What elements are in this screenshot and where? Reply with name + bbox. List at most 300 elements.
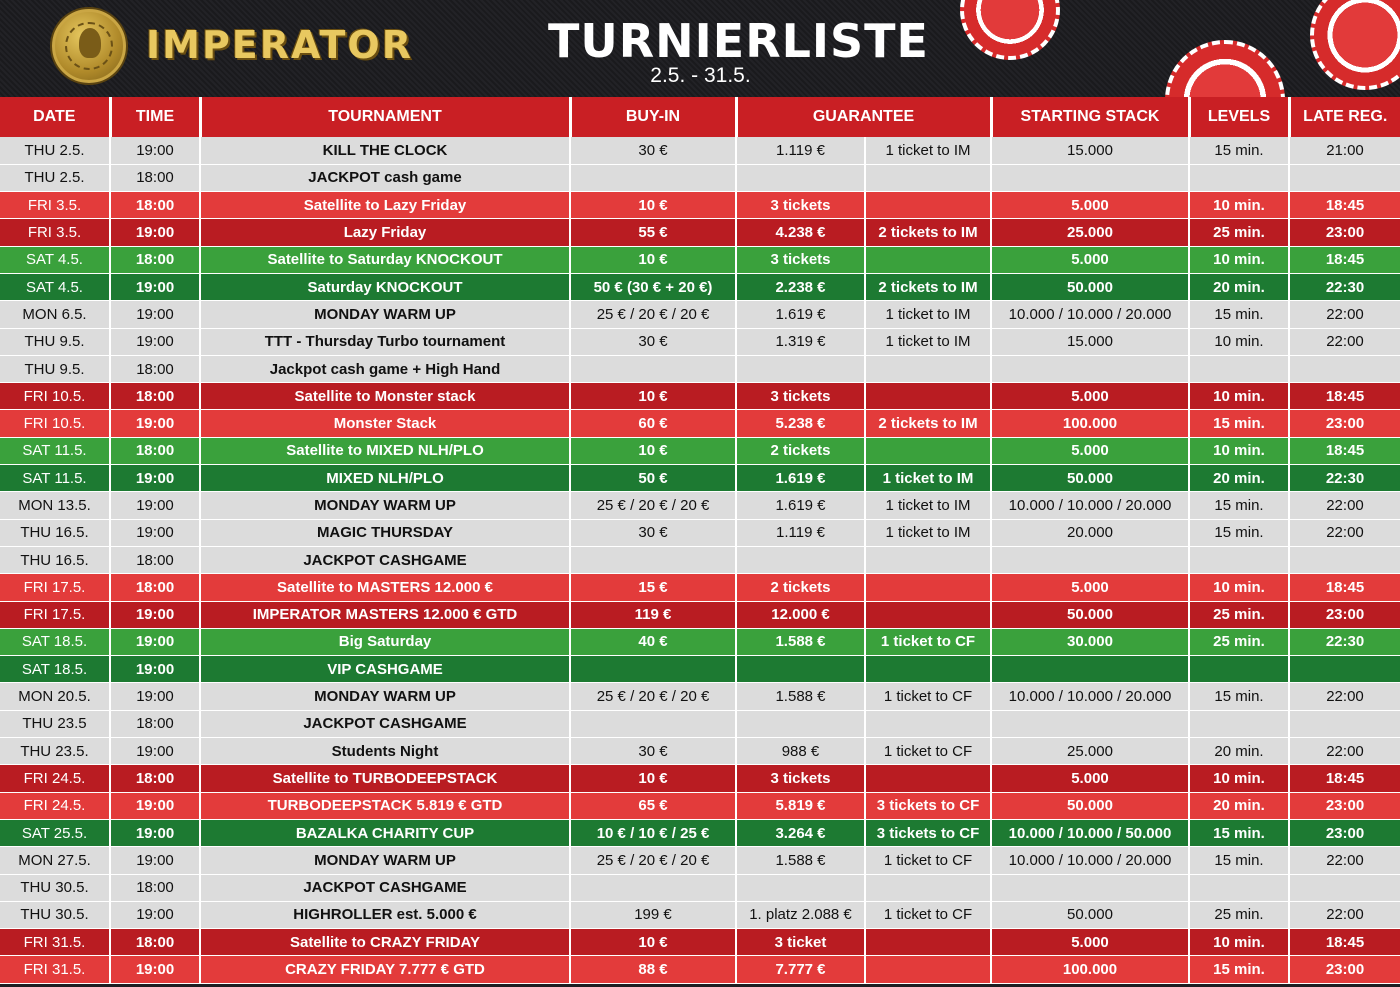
table-cell-time: 19:00: [110, 847, 200, 874]
table-cell-ticket-prize: 3 tickets to CF: [865, 792, 991, 819]
table-cell-buyin: 25 € / 20 € / 20 €: [570, 301, 736, 328]
table-cell-starting-stack: 50.000: [991, 465, 1189, 492]
table-row: [0, 219, 1400, 246]
table-cell-guarantee: [736, 874, 865, 901]
table-cell-guarantee: 1.119 €: [736, 519, 865, 546]
column-header-date: DATE: [0, 97, 110, 137]
table-cell-tournament: JACKPOT CASHGAME: [200, 710, 570, 737]
table-cell-time: 19:00: [110, 410, 200, 437]
table-cell-guarantee: 4.238 €: [736, 219, 865, 246]
table-row: [0, 328, 1400, 355]
table-cell-levels: 25 min.: [1189, 628, 1289, 655]
table-cell-buyin: 88 €: [570, 956, 736, 983]
table-cell-guarantee: 3 tickets: [736, 246, 865, 273]
table-row: [0, 273, 1400, 300]
table-cell-tournament: Lazy Friday: [200, 219, 570, 246]
table-cell-levels: 10 min.: [1189, 383, 1289, 410]
table-cell-date: FRI 3.5.: [0, 192, 110, 219]
table-row: [0, 656, 1400, 683]
table-cell-ticket-prize: 1 ticket to CF: [865, 683, 991, 710]
table-cell-guarantee: 5.819 €: [736, 792, 865, 819]
table-cell-buyin: 30 €: [570, 137, 736, 164]
table-cell-date: SAT 25.5.: [0, 819, 110, 846]
table-cell-tournament: VIP CASHGAME: [200, 656, 570, 683]
imperator-coin-logo: [52, 9, 126, 83]
table-cell-levels: [1189, 710, 1289, 737]
table-cell-ticket-prize: 2 tickets to IM: [865, 273, 991, 300]
table-cell-buyin: 40 €: [570, 628, 736, 655]
table-cell-ticket-prize: [865, 956, 991, 983]
table-cell-starting-stack: 20.000: [991, 519, 1189, 546]
table-cell-starting-stack: 100.000: [991, 956, 1189, 983]
table-row: [0, 137, 1400, 164]
table-cell-starting-stack: 10.000 / 10.000 / 20.000: [991, 847, 1189, 874]
table-cell-tournament: MONDAY WARM UP: [200, 301, 570, 328]
table-cell-date: SAT 4.5.: [0, 273, 110, 300]
table-cell-starting-stack: 10.000 / 10.000 / 20.000: [991, 492, 1189, 519]
table-cell-tournament: HIGHROLLER est. 5.000 €: [200, 901, 570, 928]
table-cell-guarantee: [736, 355, 865, 382]
table-cell-time: 18:00: [110, 383, 200, 410]
table-cell-buyin: 65 €: [570, 792, 736, 819]
table-cell-guarantee: 988 €: [736, 738, 865, 765]
table-cell-late-reg: 23:00: [1289, 956, 1400, 983]
table-cell-starting-stack: 50.000: [991, 901, 1189, 928]
table-cell-date: SAT 18.5.: [0, 656, 110, 683]
table-cell-ticket-prize: [865, 164, 991, 191]
table-cell-date: MON 13.5.: [0, 492, 110, 519]
table-row: [0, 601, 1400, 628]
table-cell-buyin: 199 €: [570, 901, 736, 928]
table-cell-ticket-prize: [865, 656, 991, 683]
table-cell-tournament: MONDAY WARM UP: [200, 683, 570, 710]
table-cell-date: THU 16.5.: [0, 519, 110, 546]
table-cell-ticket-prize: [865, 710, 991, 737]
table-cell-late-reg: 22:30: [1289, 628, 1400, 655]
table-cell-starting-stack: 25.000: [991, 219, 1189, 246]
table-cell-time: 18:00: [110, 929, 200, 956]
table-cell-late-reg: [1289, 355, 1400, 382]
column-header-buyin: BUY-IN: [570, 97, 736, 137]
table-cell-guarantee: 1.588 €: [736, 847, 865, 874]
table-cell-tournament: CRAZY FRIDAY 7.777 € GTD: [200, 956, 570, 983]
table-cell-guarantee: 2 tickets: [736, 437, 865, 464]
table-cell-late-reg: 18:45: [1289, 929, 1400, 956]
table-header-row: [0, 97, 1400, 137]
table-cell-levels: [1189, 874, 1289, 901]
table-cell-late-reg: 23:00: [1289, 410, 1400, 437]
table-cell-tournament: Satellite to Monster stack: [200, 383, 570, 410]
table-cell-late-reg: 22:00: [1289, 492, 1400, 519]
table-cell-date: SAT 4.5.: [0, 246, 110, 273]
table-cell-date: THU 23.5: [0, 710, 110, 737]
table-cell-levels: 15 min.: [1189, 410, 1289, 437]
table-cell-ticket-prize: [865, 874, 991, 901]
table-cell-ticket-prize: 1 ticket to CF: [865, 738, 991, 765]
table-row: [0, 683, 1400, 710]
table-cell-levels: 15 min.: [1189, 492, 1289, 519]
table-cell-tournament: BAZALKA CHARITY CUP: [200, 819, 570, 846]
table-cell-date: THU 2.5.: [0, 164, 110, 191]
table-cell-buyin: 10 €: [570, 246, 736, 273]
table-cell-levels: 15 min.: [1189, 137, 1289, 164]
table-cell-time: 19:00: [110, 792, 200, 819]
table-row: [0, 792, 1400, 819]
poker-chip-icon: [1310, 0, 1400, 90]
table-cell-buyin: [570, 656, 736, 683]
table-row: [0, 355, 1400, 382]
table-cell-ticket-prize: [865, 192, 991, 219]
table-cell-guarantee: 3 tickets: [736, 192, 865, 219]
table-cell-guarantee: 2.238 €: [736, 273, 865, 300]
table-cell-tournament: Satellite to TURBODEEPSTACK: [200, 765, 570, 792]
table-cell-ticket-prize: 1 ticket to IM: [865, 519, 991, 546]
table-cell-starting-stack: 50.000: [991, 601, 1189, 628]
table-cell-starting-stack: [991, 546, 1189, 573]
table-cell-tournament: Satellite to MIXED NLH/PLO: [200, 437, 570, 464]
table-cell-time: 18:00: [110, 192, 200, 219]
table-cell-date: FRI 3.5.: [0, 219, 110, 246]
column-header-starting-stack: STARTING STACK: [991, 97, 1189, 137]
tournament-table: [0, 97, 1400, 984]
table-cell-levels: 15 min.: [1189, 847, 1289, 874]
column-header-levels: LEVELS: [1189, 97, 1289, 137]
table-cell-guarantee: 1.588 €: [736, 683, 865, 710]
table-cell-ticket-prize: 1 ticket to IM: [865, 301, 991, 328]
table-cell-tournament: Big Saturday: [200, 628, 570, 655]
table-cell-guarantee: 3.264 €: [736, 819, 865, 846]
table-cell-starting-stack: [991, 710, 1189, 737]
column-header-late-reg: LATE REG.: [1289, 97, 1400, 137]
table-cell-starting-stack: [991, 355, 1189, 382]
table-cell-late-reg: 22:00: [1289, 738, 1400, 765]
table-cell-levels: 20 min.: [1189, 738, 1289, 765]
table-cell-levels: 15 min.: [1189, 956, 1289, 983]
table-row: [0, 574, 1400, 601]
table-row: [0, 246, 1400, 273]
table-cell-tournament: Monster Stack: [200, 410, 570, 437]
table-cell-guarantee: 5.238 €: [736, 410, 865, 437]
table-cell-date: THU 30.5.: [0, 874, 110, 901]
table-row: [0, 901, 1400, 928]
table-cell-tournament: MONDAY WARM UP: [200, 492, 570, 519]
table-cell-levels: 25 min.: [1189, 219, 1289, 246]
page-title: TURNIERLISTE: [548, 14, 929, 68]
table-cell-late-reg: 21:00: [1289, 137, 1400, 164]
table-row: [0, 710, 1400, 737]
table-cell-late-reg: [1289, 874, 1400, 901]
table-cell-date: THU 9.5.: [0, 355, 110, 382]
table-cell-starting-stack: 5.000: [991, 192, 1189, 219]
table-row: [0, 765, 1400, 792]
table-cell-levels: 25 min.: [1189, 901, 1289, 928]
table-cell-ticket-prize: 1 ticket to CF: [865, 628, 991, 655]
table-cell-date: THU 16.5.: [0, 546, 110, 573]
table-cell-late-reg: 22:00: [1289, 683, 1400, 710]
table-cell-time: 19:00: [110, 492, 200, 519]
table-row: [0, 164, 1400, 191]
table-cell-ticket-prize: [865, 355, 991, 382]
table-cell-date: THU 2.5.: [0, 137, 110, 164]
table-cell-time: 18:00: [110, 437, 200, 464]
table-cell-time: 19:00: [110, 219, 200, 246]
table-cell-guarantee: 1.119 €: [736, 137, 865, 164]
table-cell-buyin: 50 € (30 € + 20 €): [570, 273, 736, 300]
table-cell-time: 19:00: [110, 819, 200, 846]
table-cell-levels: 15 min.: [1189, 683, 1289, 710]
table-cell-ticket-prize: 3 tickets to CF: [865, 819, 991, 846]
table-cell-guarantee: 2 tickets: [736, 574, 865, 601]
table-cell-starting-stack: [991, 656, 1189, 683]
table-row: [0, 929, 1400, 956]
table-cell-buyin: 55 €: [570, 219, 736, 246]
table-cell-buyin: 10 €: [570, 929, 736, 956]
table-cell-ticket-prize: 1 ticket to IM: [865, 492, 991, 519]
header-banner: [0, 0, 1400, 97]
table-row: [0, 437, 1400, 464]
table-cell-starting-stack: 10.000 / 10.000 / 20.000: [991, 301, 1189, 328]
table-cell-buyin: 25 € / 20 € / 20 €: [570, 492, 736, 519]
column-header-guarantee: GUARANTEE: [736, 97, 991, 137]
table-cell-levels: 10 min.: [1189, 929, 1289, 956]
table-cell-time: 19:00: [110, 465, 200, 492]
table-row: [0, 519, 1400, 546]
table-cell-tournament: MAGIC THURSDAY: [200, 519, 570, 546]
table-cell-guarantee: [736, 656, 865, 683]
table-row: [0, 192, 1400, 219]
table-cell-buyin: 30 €: [570, 519, 736, 546]
table-cell-buyin: 10 €: [570, 192, 736, 219]
table-cell-time: 18:00: [110, 765, 200, 792]
table-cell-time: 19:00: [110, 301, 200, 328]
table-cell-late-reg: 22:00: [1289, 901, 1400, 928]
table-cell-buyin: 10 € / 10 € / 25 €: [570, 819, 736, 846]
table-cell-date: FRI 24.5.: [0, 765, 110, 792]
table-cell-levels: 15 min.: [1189, 301, 1289, 328]
table-cell-starting-stack: 5.000: [991, 574, 1189, 601]
table-cell-time: 18:00: [110, 246, 200, 273]
table-body: [0, 137, 1400, 983]
table-cell-time: 18:00: [110, 574, 200, 601]
table-cell-date: FRI 10.5.: [0, 383, 110, 410]
table-cell-guarantee: 1.319 €: [736, 328, 865, 355]
table-cell-buyin: [570, 164, 736, 191]
table-cell-starting-stack: 5.000: [991, 246, 1189, 273]
table-cell-starting-stack: [991, 874, 1189, 901]
table-cell-ticket-prize: 1 ticket to IM: [865, 137, 991, 164]
table-cell-ticket-prize: 2 tickets to IM: [865, 219, 991, 246]
table-row: [0, 956, 1400, 983]
table-cell-starting-stack: 15.000: [991, 137, 1189, 164]
table-cell-tournament: JACKPOT CASHGAME: [200, 546, 570, 573]
table-cell-date: MON 6.5.: [0, 301, 110, 328]
table-cell-guarantee: 3 ticket: [736, 929, 865, 956]
table-cell-levels: 20 min.: [1189, 465, 1289, 492]
date-range: 2.5. - 31.5.: [650, 64, 751, 87]
table-cell-tournament: Satellite to MASTERS 12.000 €: [200, 574, 570, 601]
table-cell-guarantee: 7.777 €: [736, 956, 865, 983]
table-cell-time: 19:00: [110, 656, 200, 683]
table-cell-levels: 10 min.: [1189, 246, 1289, 273]
poker-chip-icon: [1165, 40, 1285, 97]
table-cell-guarantee: 1.619 €: [736, 301, 865, 328]
table-cell-guarantee: 1.619 €: [736, 465, 865, 492]
table-cell-starting-stack: 5.000: [991, 383, 1189, 410]
table-row: [0, 546, 1400, 573]
table-cell-date: FRI 31.5.: [0, 929, 110, 956]
table-row: [0, 874, 1400, 901]
table-cell-late-reg: 23:00: [1289, 219, 1400, 246]
table-cell-tournament: JACKPOT cash game: [200, 164, 570, 191]
table-row: [0, 819, 1400, 846]
table-cell-time: 19:00: [110, 628, 200, 655]
column-header-tournament: TOURNAMENT: [200, 97, 570, 137]
table-cell-levels: [1189, 355, 1289, 382]
table-cell-buyin: 25 € / 20 € / 20 €: [570, 847, 736, 874]
table-cell-buyin: 25 € / 20 € / 20 €: [570, 683, 736, 710]
table-cell-buyin: 50 €: [570, 465, 736, 492]
table-cell-levels: 10 min.: [1189, 328, 1289, 355]
table-cell-late-reg: 23:00: [1289, 601, 1400, 628]
table-cell-buyin: [570, 710, 736, 737]
table-cell-late-reg: 22:30: [1289, 273, 1400, 300]
table-cell-tournament: JACKPOT CASHGAME: [200, 874, 570, 901]
table-cell-date: SAT 18.5.: [0, 628, 110, 655]
table-cell-time: 19:00: [110, 683, 200, 710]
emperor-head-icon: [79, 28, 101, 58]
brand-name: IMPERATOR: [146, 23, 413, 67]
table-cell-time: 19:00: [110, 601, 200, 628]
table-cell-levels: [1189, 656, 1289, 683]
table-cell-late-reg: 18:45: [1289, 437, 1400, 464]
table-cell-date: MON 20.5.: [0, 683, 110, 710]
table-cell-time: 18:00: [110, 546, 200, 573]
table-cell-buyin: 10 €: [570, 437, 736, 464]
table-cell-tournament: Satellite to Lazy Friday: [200, 192, 570, 219]
table-cell-ticket-prize: [865, 383, 991, 410]
column-header-time: TIME: [110, 97, 200, 137]
table-cell-tournament: TURBODEEPSTACK 5.819 € GTD: [200, 792, 570, 819]
table-cell-late-reg: 18:45: [1289, 574, 1400, 601]
table-cell-buyin: 10 €: [570, 765, 736, 792]
table-cell-levels: 15 min.: [1189, 519, 1289, 546]
poker-chip-icon: [960, 0, 1060, 60]
table-cell-starting-stack: [991, 164, 1189, 191]
table-cell-late-reg: 18:45: [1289, 383, 1400, 410]
table-cell-levels: [1189, 164, 1289, 191]
table-cell-late-reg: 18:45: [1289, 192, 1400, 219]
table-cell-starting-stack: 5.000: [991, 929, 1189, 956]
table-cell-buyin: 119 €: [570, 601, 736, 628]
table-cell-ticket-prize: 1 ticket to CF: [865, 847, 991, 874]
table-cell-time: 19:00: [110, 956, 200, 983]
table-cell-starting-stack: 30.000: [991, 628, 1189, 655]
table-cell-late-reg: 22:00: [1289, 519, 1400, 546]
table-cell-ticket-prize: [865, 246, 991, 273]
table-cell-ticket-prize: 1 ticket to IM: [865, 328, 991, 355]
table-cell-levels: 20 min.: [1189, 792, 1289, 819]
table-cell-time: 19:00: [110, 519, 200, 546]
table-row: [0, 628, 1400, 655]
table-cell-guarantee: 3 tickets: [736, 765, 865, 792]
table-cell-time: 18:00: [110, 874, 200, 901]
table-cell-date: FRI 10.5.: [0, 410, 110, 437]
table-cell-late-reg: 22:30: [1289, 465, 1400, 492]
table-cell-buyin: [570, 874, 736, 901]
table-cell-date: THU 30.5.: [0, 901, 110, 928]
table-cell-time: 19:00: [110, 273, 200, 300]
table-cell-tournament: KILL THE CLOCK: [200, 137, 570, 164]
table-cell-time: 18:00: [110, 164, 200, 191]
table-cell-time: 18:00: [110, 355, 200, 382]
table-cell-time: 19:00: [110, 901, 200, 928]
table-cell-tournament: Jackpot cash game + High Hand: [200, 355, 570, 382]
table-cell-starting-stack: 50.000: [991, 273, 1189, 300]
table-cell-time: 18:00: [110, 710, 200, 737]
table-cell-late-reg: 23:00: [1289, 819, 1400, 846]
table-cell-buyin: 15 €: [570, 574, 736, 601]
table-row: [0, 465, 1400, 492]
table-cell-time: 19:00: [110, 137, 200, 164]
table-cell-buyin: 60 €: [570, 410, 736, 437]
table-cell-tournament: MONDAY WARM UP: [200, 847, 570, 874]
table-cell-starting-stack: 5.000: [991, 437, 1189, 464]
table-cell-levels: 10 min.: [1189, 192, 1289, 219]
table-cell-tournament: TTT - Thursday Turbo tournament: [200, 328, 570, 355]
table-cell-buyin: 30 €: [570, 738, 736, 765]
table-cell-date: FRI 17.5.: [0, 574, 110, 601]
table-cell-ticket-prize: [865, 437, 991, 464]
table-cell-levels: 15 min.: [1189, 819, 1289, 846]
table-row: [0, 301, 1400, 328]
table-cell-guarantee: 1.619 €: [736, 492, 865, 519]
table-cell-levels: 20 min.: [1189, 273, 1289, 300]
table-row: [0, 383, 1400, 410]
table-cell-time: 19:00: [110, 738, 200, 765]
table-cell-starting-stack: 5.000: [991, 765, 1189, 792]
table-row: [0, 410, 1400, 437]
table-cell-date: FRI 31.5.: [0, 956, 110, 983]
table-row: [0, 738, 1400, 765]
table-cell-starting-stack: 15.000: [991, 328, 1189, 355]
table-cell-date: FRI 24.5.: [0, 792, 110, 819]
table-cell-tournament: Saturday KNOCKOUT: [200, 273, 570, 300]
table-cell-buyin: [570, 546, 736, 573]
table-cell-starting-stack: 10.000 / 10.000 / 20.000: [991, 683, 1189, 710]
table-row: [0, 492, 1400, 519]
table-cell-ticket-prize: 1 ticket to IM: [865, 465, 991, 492]
table-cell-guarantee: 3 tickets: [736, 383, 865, 410]
table-cell-levels: 10 min.: [1189, 765, 1289, 792]
table-cell-date: SAT 11.5.: [0, 465, 110, 492]
table-cell-late-reg: [1289, 164, 1400, 191]
table-cell-buyin: 10 €: [570, 383, 736, 410]
table-cell-starting-stack: 100.000: [991, 410, 1189, 437]
table-cell-ticket-prize: 2 tickets to IM: [865, 410, 991, 437]
table-cell-guarantee: 1. platz 2.088 €: [736, 901, 865, 928]
table-cell-late-reg: 22:00: [1289, 301, 1400, 328]
table-cell-guarantee: [736, 710, 865, 737]
table-cell-ticket-prize: [865, 765, 991, 792]
table-cell-guarantee: [736, 546, 865, 573]
table-cell-tournament: Students Night: [200, 738, 570, 765]
table-cell-levels: 10 min.: [1189, 437, 1289, 464]
table-cell-ticket-prize: [865, 601, 991, 628]
table-cell-levels: 10 min.: [1189, 574, 1289, 601]
table-cell-time: 19:00: [110, 328, 200, 355]
table-cell-date: MON 27.5.: [0, 847, 110, 874]
table-cell-tournament: Satellite to CRAZY FRIDAY: [200, 929, 570, 956]
